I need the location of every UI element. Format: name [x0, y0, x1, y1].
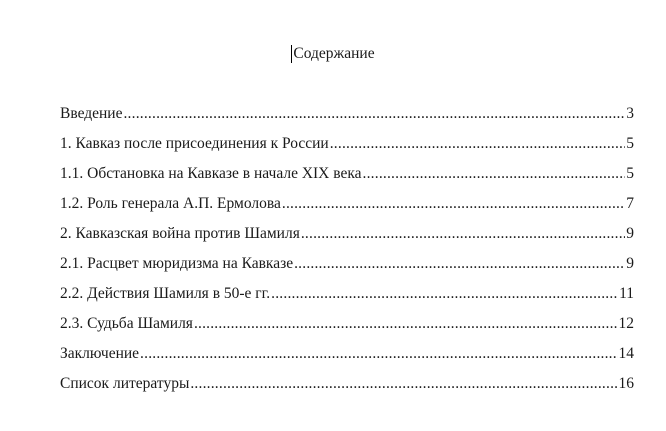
toc-entry-label: Список литературы [60, 375, 190, 392]
toc-entry[interactable] [60, 164, 634, 194]
toc-entry-label: 1.2. Роль генерала А.П. Ермолова [60, 195, 281, 212]
dot-leader [282, 194, 625, 214]
dot-leader [140, 344, 617, 364]
toc-entry-label: Введение [60, 105, 123, 122]
toc-entry-page: 3 [626, 105, 634, 122]
toc-entry-label: 2.3. Судьба Шамиля [60, 315, 193, 332]
dot-leader [294, 254, 625, 274]
toc-entry-page: 16 [618, 375, 634, 392]
toc-entry-label: Заключение [60, 345, 140, 362]
toc-entry[interactable] [60, 134, 634, 164]
dot-leader [363, 164, 626, 184]
dot-leader [123, 104, 625, 124]
toc-entry[interactable] [60, 194, 634, 224]
document-title: Содержание [293, 45, 375, 62]
toc-entry-page: 5 [626, 165, 634, 182]
document-title-container[interactable] [291, 44, 374, 64]
toc-entry[interactable] [60, 284, 634, 314]
toc-entry-page: 9 [626, 255, 634, 272]
dot-leader [330, 134, 626, 154]
toc-entry-label: 2.2. Действия Шамиля в 50-е гг. [60, 285, 271, 302]
dot-leader [194, 314, 618, 334]
toc-entry-page: 7 [626, 195, 634, 212]
toc-entry-page: 14 [618, 345, 634, 362]
toc-entry-label: 2.1. Расцвет мюридизма на Кавказе [60, 255, 294, 272]
toc-entry[interactable] [60, 314, 634, 344]
toc-entry-page: 12 [618, 315, 634, 332]
toc-entry-page: 9 [626, 225, 634, 242]
toc-entry[interactable] [60, 374, 634, 404]
toc-entry[interactable] [60, 254, 634, 284]
toc-entry[interactable] [60, 344, 634, 374]
toc-entry[interactable] [60, 224, 634, 254]
dot-leader [190, 374, 617, 394]
text-cursor [291, 45, 292, 63]
toc-entry-label: 1. Кавказ после присоединения к России [60, 135, 329, 152]
table-of-contents [60, 104, 634, 404]
title-block [0, 44, 666, 64]
toc-entry-page: 5 [626, 135, 634, 152]
toc-entry[interactable] [60, 104, 634, 134]
dot-leader [301, 224, 625, 244]
toc-entry-label: 2. Кавказская война против Шамиля [60, 225, 300, 242]
toc-entry-page: 11 [619, 285, 634, 302]
dot-leader [271, 284, 618, 304]
toc-entry-label: 1.1. Обстановка на Кавказе в начале XIX века [60, 165, 362, 182]
